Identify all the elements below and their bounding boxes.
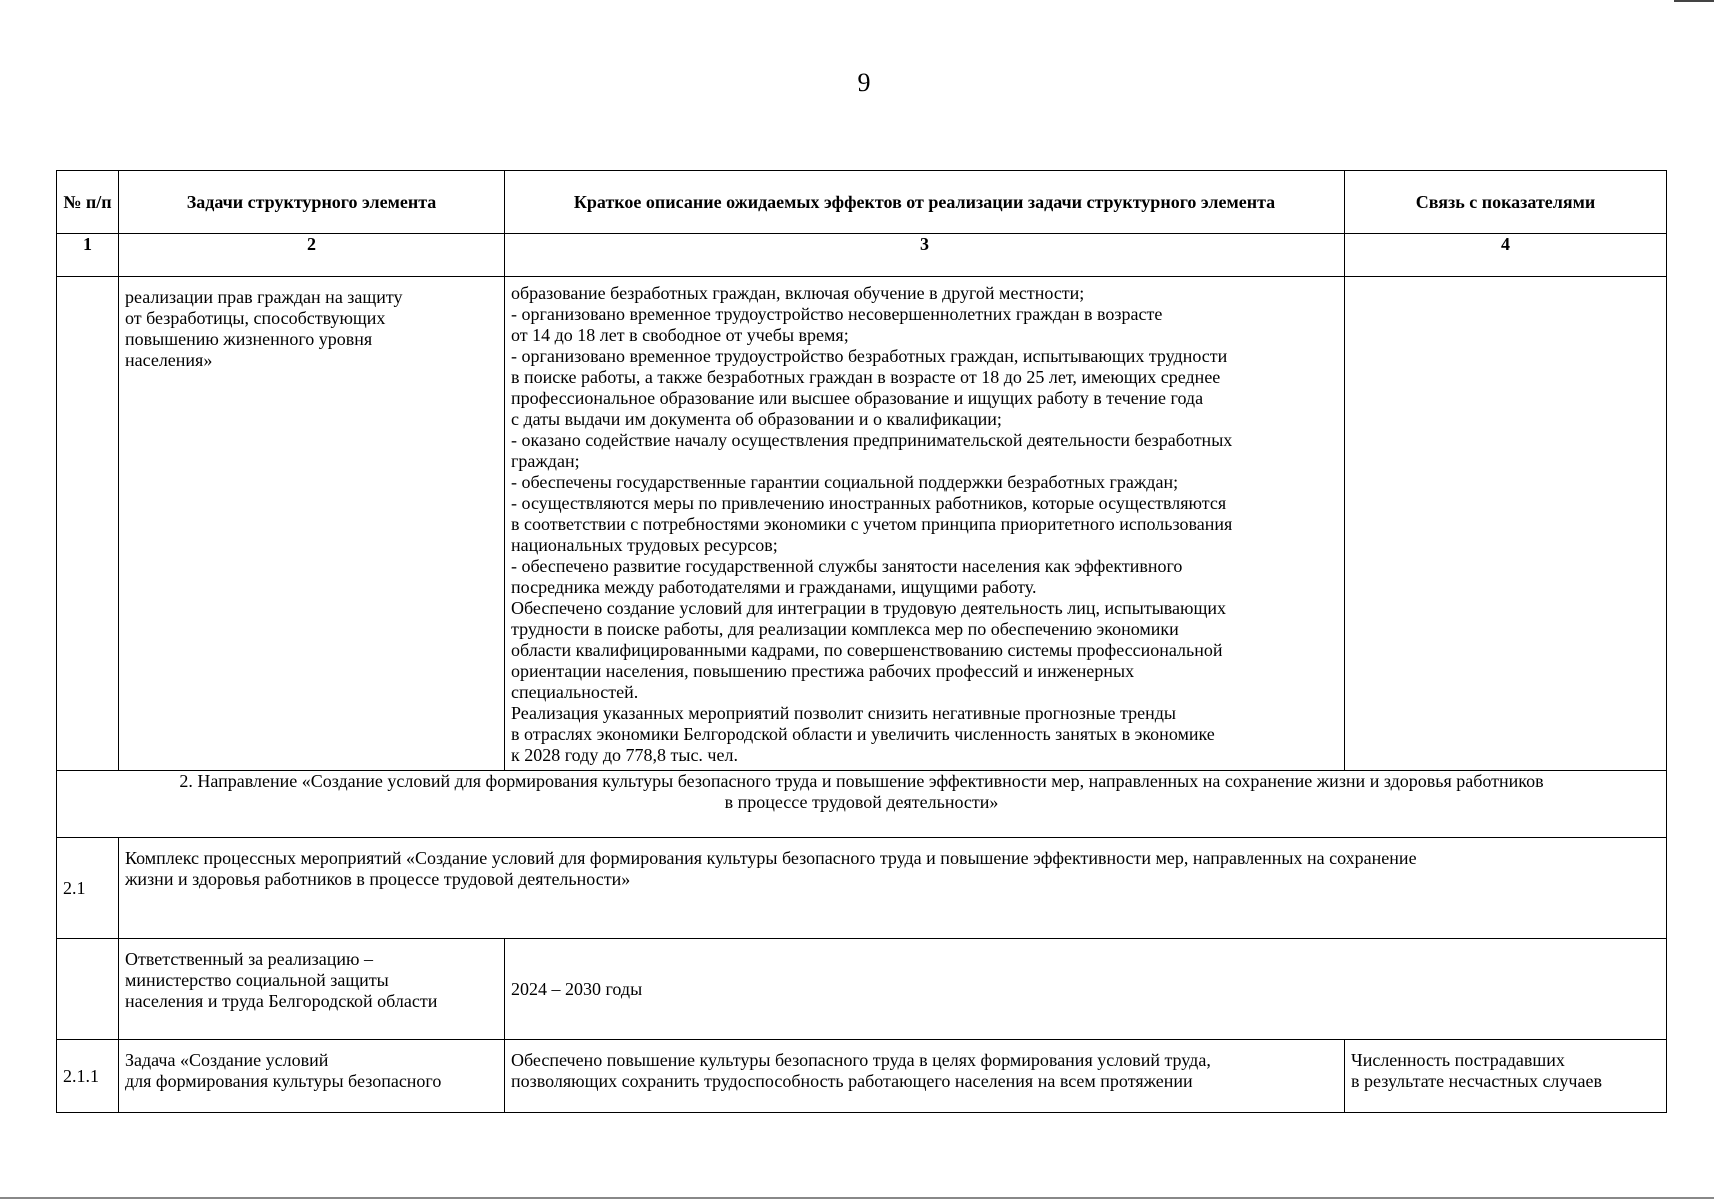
page-bottom-edge	[0, 1197, 1714, 1199]
column-numbers-row	[57, 234, 1667, 277]
responsible-line: Ответственный за реализацию –	[125, 949, 373, 969]
header-num: № п/п	[57, 171, 119, 234]
column-number: 2	[119, 234, 505, 277]
effect-line: специальностей.	[511, 682, 639, 702]
column-number: 3	[505, 234, 1345, 277]
row-num-cell: 2.1	[57, 838, 119, 939]
table-row-responsible	[57, 939, 1667, 1040]
effect-line: Реализация указанных мероприятий позволит снизить негативные прогнозные тренды	[511, 703, 1176, 723]
column-number: 1	[57, 234, 119, 277]
effect-line: образование безработных граждан, включая обучение в другой местности;	[511, 283, 1085, 303]
link-line: в результате несчастных случаев	[1351, 1071, 1602, 1091]
section-heading-line: в процессе трудовой деятельности»	[724, 792, 999, 812]
responsible-line: населения и труда Белгородской области	[125, 991, 438, 1011]
task-line: населения»	[125, 350, 213, 370]
table-row-2-1	[57, 838, 1667, 939]
effect-line: в соответствии с потребностями экономики с учетом принципа приоритетного использования	[511, 514, 1233, 534]
effect-line: в отраслях экономики Белгородской области и увеличить численность занятых в экономике	[511, 724, 1215, 744]
row-num-cell	[57, 277, 119, 771]
header-effects: Краткое описание ожидаемых эффектов от реализации задачи структурного элемента	[505, 171, 1345, 234]
task-cell	[119, 277, 505, 771]
effect-line: - осуществляются меры по привлечению иностранных работников, которые осуществляются	[511, 493, 1227, 513]
responsible-cell	[119, 939, 505, 1040]
effect-line: - организовано временное трудоустройство несовершеннолетних граждан в возрасте	[511, 304, 1163, 324]
column-number: 4	[1345, 234, 1667, 277]
links-cell	[1345, 1040, 1667, 1113]
complex-title-line: жизни и здоровья работников в процессе трудовой деятельности»	[125, 869, 631, 889]
task-line: реализации прав граждан на защиту	[125, 287, 403, 307]
section-heading-line: 2. Направление «Создание условий для формирования культуры безопасного труда и повышение эффективности мер, направленных на сохранение жизни и здоровья работников	[179, 771, 1544, 791]
responsible-line: министерство социальной защиты	[125, 970, 389, 990]
period-cell: 2024 – 2030 годы	[505, 939, 1667, 1040]
task-cell	[119, 1040, 505, 1113]
effect-line: области квалифицированными кадрами, по совершенствованию системы профессиональной	[511, 640, 1223, 660]
effect-line: к 2028 году до 778,8 тыс. чел.	[511, 745, 738, 765]
effect-line: граждан;	[511, 451, 580, 471]
task-line: для формирования культуры безопасного	[125, 1071, 442, 1091]
links-cell	[1345, 277, 1667, 771]
effect-line: посредника между работодателями и гражданами, ищущими работу.	[511, 577, 1037, 597]
section-heading	[57, 771, 1667, 838]
section-heading-row	[57, 771, 1667, 838]
page-number: 9	[857, 68, 871, 97]
header-tasks: Задачи структурного элемента	[119, 171, 505, 234]
effect-line: Обеспечено создание условий для интеграции в трудовую деятельность лиц, испытывающих	[511, 598, 1226, 618]
effect-line: - обеспечены государственные гарантии социальной поддержки безработных граждан;	[511, 472, 1179, 492]
effect-line: Обеспечено повышение культуры безопасного труда в целях формирования условий труда,	[511, 1050, 1211, 1070]
effects-cell	[505, 1040, 1345, 1113]
row-num-cell	[57, 939, 119, 1040]
table-row-continuation	[57, 277, 1667, 771]
effect-line: национальных трудовых ресурсов;	[511, 535, 778, 555]
page-edge-mark	[1674, 0, 1714, 2]
effects-cell	[505, 277, 1345, 771]
task-line: Задача «Создание условий	[125, 1050, 329, 1070]
effect-line: - обеспечено развитие государственной службы занятости населения как эффективного	[511, 556, 1183, 576]
effect-line: позволяющих сохранить трудоспособность работающего населения на всем протяжении	[511, 1071, 1193, 1091]
link-line: Численность пострадавших	[1351, 1050, 1565, 1070]
effect-line: от 14 до 18 лет в свободное от учебы время;	[511, 325, 849, 345]
task-line: повышению жизненного уровня	[125, 329, 373, 349]
effect-line: с даты выдачи им документа об образовании и о квалификации;	[511, 409, 1002, 429]
row-num-cell: 2.1.1	[57, 1040, 119, 1113]
task-line: от безработицы, способствующих	[125, 308, 386, 328]
effect-line: в поиске работы, а также безработных граждан в возрасте от 18 до 25 лет, имеющих среднее	[511, 367, 1221, 387]
effect-line: ориентации населения, повышению престижа рабочих профессий и инженерных	[511, 661, 1135, 681]
effect-line: профессиональное образование или высшее образование и ищущих работу в течение года	[511, 388, 1204, 408]
complex-title-line: Комплекс процессных мероприятий «Создание условий для формирования культуры безопасного труда и повышение эффективности мер, направленных на сохранение	[125, 848, 1417, 868]
structural-elements-table	[56, 170, 1667, 1113]
complex-title-cell	[119, 838, 1667, 939]
effect-line: - организовано временное трудоустройство безработных граждан, испытывающих трудности	[511, 346, 1228, 366]
header-links: Связь с показателями	[1345, 171, 1667, 234]
table-row-2-1-1	[57, 1040, 1667, 1113]
table-header-row	[57, 171, 1667, 234]
effect-line: трудности в поиске работы, для реализации комплекса мер по обеспечению экономики	[511, 619, 1179, 639]
effect-line: - оказано содействие началу осуществления предпринимательской деятельности безработных	[511, 430, 1233, 450]
